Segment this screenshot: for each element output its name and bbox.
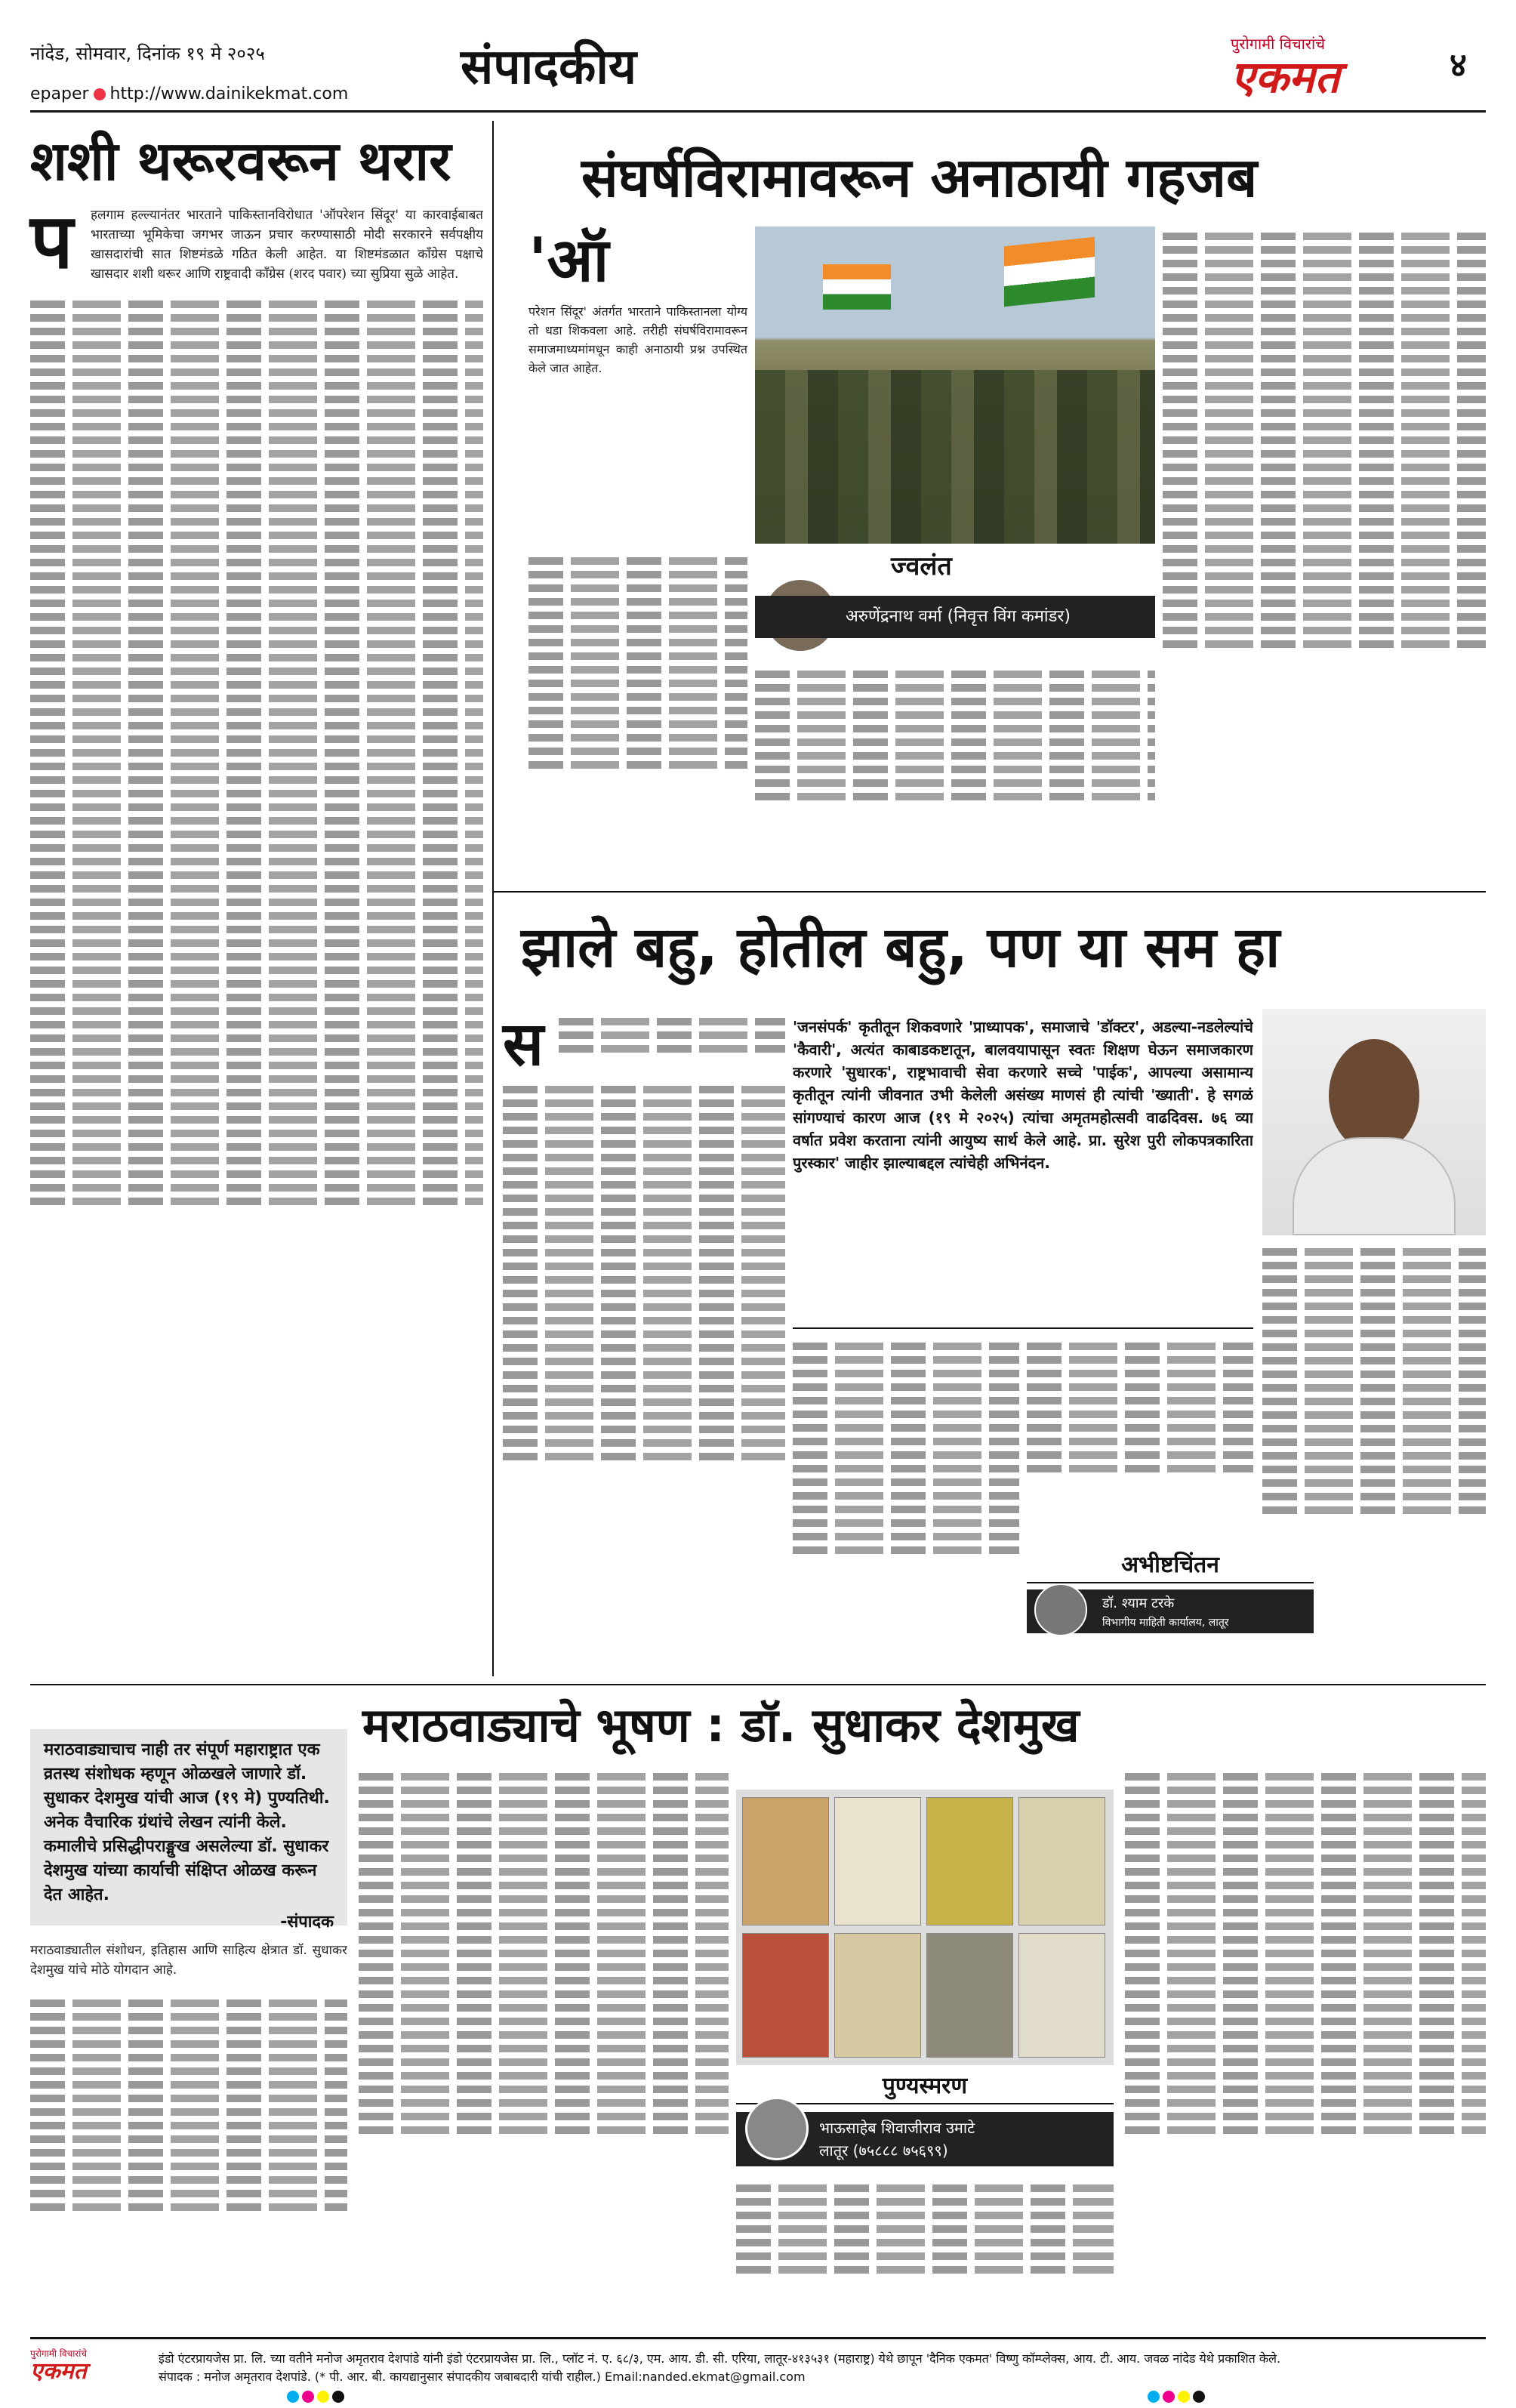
lead-dropcap: 'ऑ xyxy=(528,225,609,295)
registration-marks xyxy=(1148,2391,1208,2406)
imprint-line: इंडो एंटरप्रायजेस प्रा. लि. च्या वतीने मनोज अमृतराव देशपांडे यांनी इंडो एंटरप्रायजेस प्रा. लि., प्लॉट नं. ए. ६८/३, एम. आय. डी. सी. एरिया, लातूर-४१३५३१ (महाराष्ट्र) येथे छापून 'दैनिक एकमत' विष्णु कॉम्प्लेक्स, आय. टी. आय. जवळ नांदेड येथे प्रकाशित केले. xyxy=(159,2351,1281,2366)
author-role: लातूर (७५८८८ ७५६९९) xyxy=(819,2141,948,2160)
author-name: भाऊसाहेब शिवाजीराव उमाटे xyxy=(819,2119,975,2137)
author-role: विभागीय माहिती कार्यालय, लातूर xyxy=(1102,1617,1229,1629)
epaper-label: epaper xyxy=(30,85,89,103)
obituary-body: मराठवाड्यातील संशोधन, इतिहास आणि साहित्य क्षेत्रात डॉ. सुधाकर देशमुख यांचे मोठे योगदान आहे. xyxy=(30,1943,347,1978)
book-cover xyxy=(834,1797,921,1925)
feature-headline: झाले बहु, होतील बहु, पण या सम हा xyxy=(521,915,1280,980)
epaper-link[interactable] xyxy=(30,85,348,103)
imprint xyxy=(159,2350,1480,2386)
column-divider xyxy=(492,121,494,1676)
editorial-text-block xyxy=(30,294,483,1646)
soldiers-photo xyxy=(755,227,1155,544)
author-name: डॉ. श्याम टरके xyxy=(1102,1596,1175,1611)
lead-text-col3 xyxy=(1163,227,1486,883)
column-label: पुण्यस्मरण xyxy=(736,2069,1114,2104)
obituary-headline: मराठवाड्याचे भूषण : डॉ. सुधाकर देशमुख xyxy=(362,1697,1080,1753)
brand-name: एकमत xyxy=(1231,51,1340,103)
section-divider xyxy=(492,891,1486,893)
portrait-body xyxy=(1293,1137,1456,1235)
author-bar xyxy=(736,2112,1114,2166)
author-bar xyxy=(755,596,1155,638)
section-divider xyxy=(30,1684,1486,1685)
book-cover xyxy=(1018,1797,1105,1925)
header-rule xyxy=(30,110,1486,113)
section-title: संपादकीय xyxy=(461,39,637,95)
feature-text-lead xyxy=(559,1012,785,1072)
troops-image xyxy=(755,370,1155,544)
page-number: ४ xyxy=(1450,46,1467,85)
editorial-headline: शशी थरूरवरून थरार xyxy=(30,129,451,193)
globe-icon xyxy=(94,88,106,100)
registration-marks xyxy=(287,2391,347,2406)
pull-quote-signature: -संपादक xyxy=(280,1913,334,1932)
masthead xyxy=(30,35,1486,113)
book-cover xyxy=(834,1933,921,2058)
author-avatar xyxy=(745,2097,809,2160)
obituary-byline xyxy=(736,2069,1114,2167)
obituary-text-col3 xyxy=(736,2178,1114,2326)
column-label: अभीष्टचिंतन xyxy=(1027,1548,1314,1583)
book-cover xyxy=(742,1933,829,2058)
author-avatar xyxy=(1034,1583,1087,1636)
obituary-text-col2 xyxy=(359,1767,729,2326)
lead-body: परेशन सिंदूर' अंतर्गत भारताने पाकिस्तानला योग्य तो धडा शिकवला आहे. तरीही संघर्षविरामावरून समाजमाध्यमांमधून काही अनाठायी प्रश्न उपस्थित केले जात आहेत. xyxy=(528,304,747,375)
editorial-dropcap: प xyxy=(30,197,73,285)
feature-text-col2 xyxy=(793,1337,1019,1669)
lead-text-col1 xyxy=(528,551,747,883)
feature-text-col4 xyxy=(1262,1242,1486,1669)
lead-text-col2 xyxy=(755,664,1155,883)
brand-tag: पुरोगामी विचारांचे xyxy=(1231,35,1325,53)
feature-text-col3 xyxy=(1027,1337,1253,1540)
obituary-text-col4 xyxy=(1125,1767,1486,2326)
obituary-text-col1 xyxy=(30,1993,347,2326)
editorial-body: हलगाम हल्ल्यानंतर भारताने पाकिस्तानविरोधात 'ऑपरेशन सिंदूर' या कारवाईबाबत भारताच्या भूमिकेचा जगभर जाऊन प्रचार करण्यासाठी मोदी सरकारने सर्वपक्षीय खासदारांची सात शिष्टमंडळे गठित केली आहेत. या शिष्टमंडळात काँग्रेस पक्षाचे खासदार शशी थरूर आणि राष्ट्रवादी काँग्रेस (शरद पवार) च्या सुप्रिया सुळे आहेत. xyxy=(91,208,483,282)
footer xyxy=(30,2337,1486,2390)
lead-byline xyxy=(755,547,1155,661)
lead-headline: संघर्षविरामावरून अनाठायी गहजब xyxy=(581,146,1258,209)
author-name: अरुणेंद्रनाथ वर्मा xyxy=(846,607,942,626)
author-role: (निवृत्त विंग कमांडर) xyxy=(947,607,1071,626)
book-cover xyxy=(742,1797,829,1925)
imprint-line: संपादक : मनोज अमृतराव देशपांडे. (* पी. आर. बी. कायद्यानुसार संपादकीय जबाबदारी यांची राहील.) Email:nanded.ekmat@gmail.com xyxy=(159,2369,806,2384)
feature-text-col1 xyxy=(503,1080,785,1669)
footer-brand-tag: पुरोगामी विचारांचे xyxy=(30,2348,87,2359)
pull-quote-text: मराठवाड्याचाच नाही तर संपूर्ण महाराष्ट्रात एक व्रतस्थ संशोधक म्हणून ओळखले जाणारे डॉ. सुधाकर देशमुख यांची आज (१९ मे) पुण्यतिथी. अनेक वैचारिक ग्रंथांचे लेखन त्यांनी केले. कमालीचे प्रसिद्धीपराङ्मुख असलेल्या डॉ. सुधाकर देशमुख यांच्या कार्याची संक्षिप्त ओळख करून देत आहेत. xyxy=(44,1740,330,1904)
book-covers-image xyxy=(736,1790,1114,2065)
portrait-head xyxy=(1329,1039,1419,1152)
book-cover xyxy=(1018,1933,1105,2058)
feature-intro: 'जनसंपर्क' कृतीतून शिकवणारे 'प्राध्यापक', समाजाचे 'डॉक्टर', अडल्या-नडलेल्यांचे 'कैवारी', अत्यंत काबाडकष्टातून, बालवयापासून स्वतः शिक्षण घेऊन समाजकारण करणारे 'सुधारक', राष्ट्रभावाची सेवा करणारे सच्चे 'पाईक', आपल्या असामान्य कृतीतून त्यांनी जीवनात उभी केलेली असंख्य माणसं ही त्यांची 'ख्याती'. हे सगळं सांगण्याचं कारण आज (१९ मे २०२५) त्यांचा अमृतमहोत्सवी वाढदिवस. ७६ व्या वर्षात प्रवेश करताना त्यांनी आयुष्य सार्थ केले आहे. प्रा. सुरेश पुरी लोकपत्रकारिता पुरस्कार' जाहीर झाल्याबद्दल त्यांचेही अभिनंदन. xyxy=(793,1016,1253,1329)
epaper-url[interactable]: http://www.dainikekmat.com xyxy=(109,85,349,103)
portrait-photo xyxy=(1262,1009,1486,1235)
pull-quote xyxy=(30,1729,347,1932)
flag-image xyxy=(823,264,891,310)
feature-dropcap: स xyxy=(503,1009,544,1079)
brand-logo xyxy=(1231,33,1434,106)
flag-image xyxy=(1004,237,1095,307)
column-label: ज्वलंत xyxy=(891,551,952,581)
book-cover xyxy=(926,1933,1013,2058)
dateline: नांदेड, सोमवार, दिनांक १९ मे २०२५ xyxy=(30,43,265,64)
footer-brand-name: एकमत xyxy=(30,2358,87,2385)
book-cover xyxy=(926,1797,1013,1925)
footer-logo xyxy=(30,2347,143,2384)
